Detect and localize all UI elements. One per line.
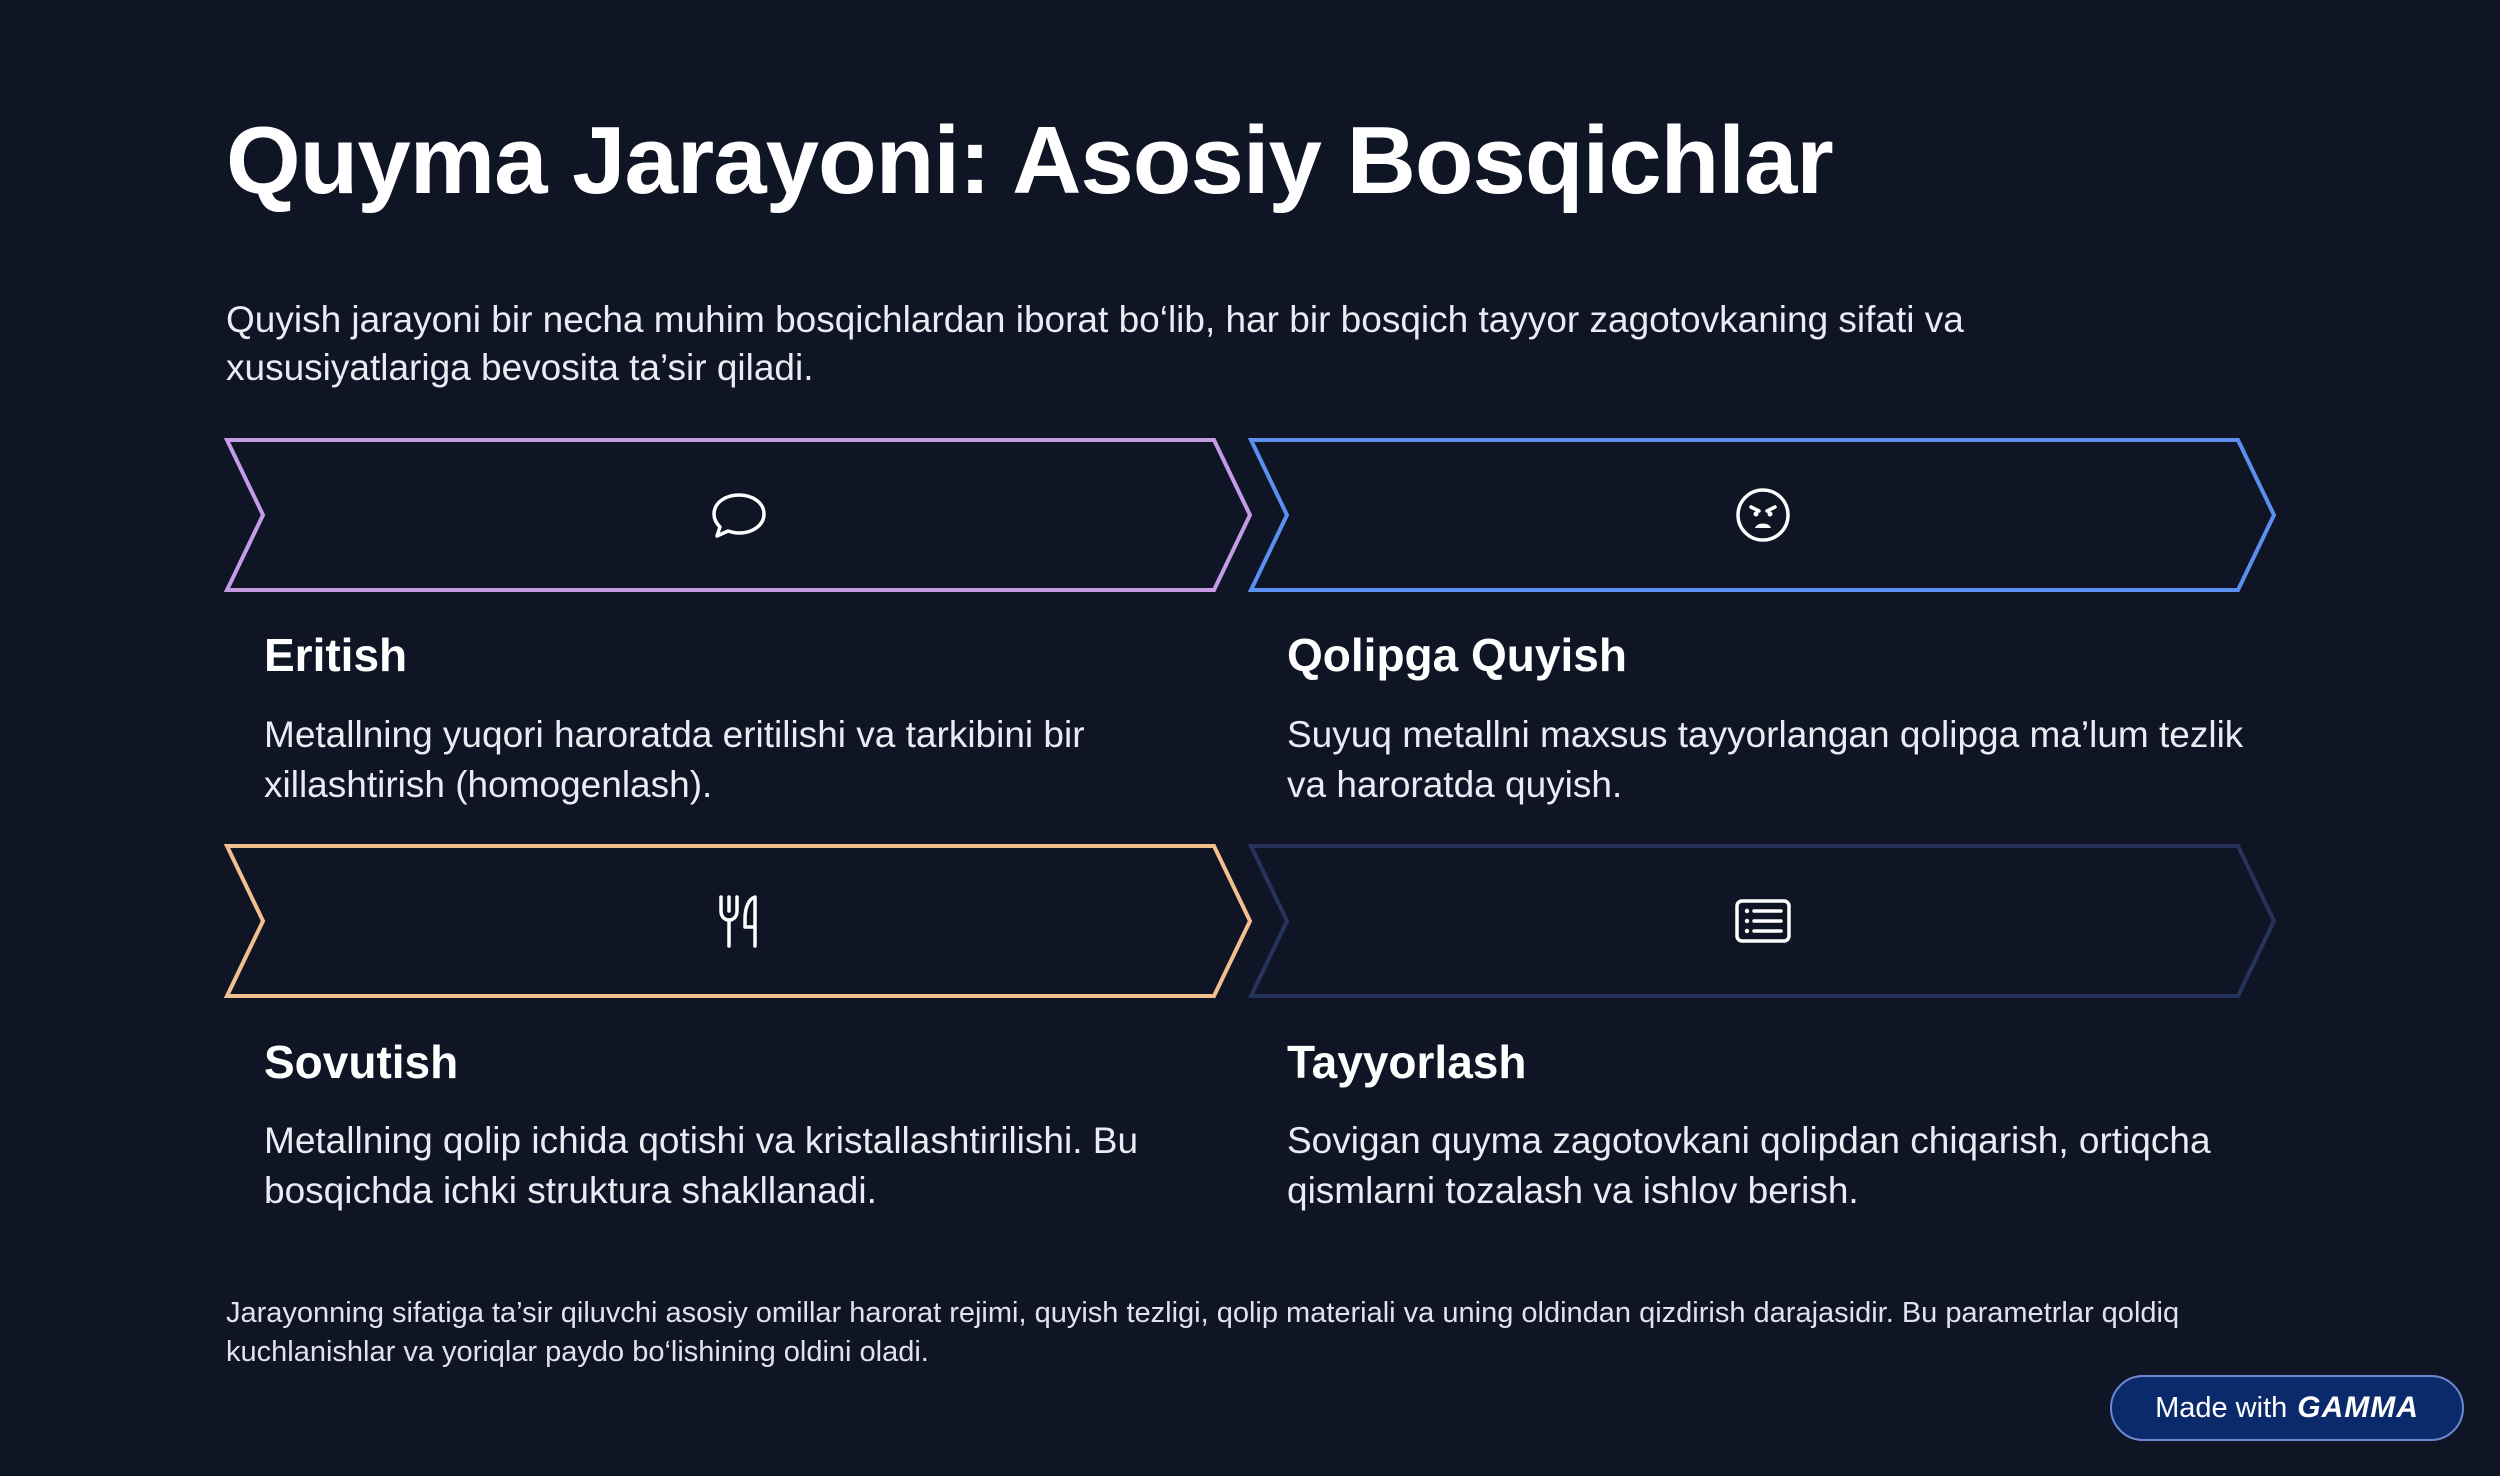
step-description: Metallning yuqori haroratda eritilishi va tarkibini bir xillashtirish (homogenlash). <box>264 714 1085 805</box>
step-description: Suyuq metallni maxsus tayyorlangan qolipga ma’lum tezlik va haroratda quyish. <box>1287 714 2244 805</box>
step-banner-tayyorlash <box>1248 843 2278 999</box>
badge-label: Made with <box>2155 1391 2288 1424</box>
list-icon <box>1731 889 1795 953</box>
step-banner-qolipga-quyish <box>1248 437 2278 593</box>
step-banner-eritish <box>224 437 1254 593</box>
page-title: Quyma Jarayoni: Asosiy Bosqichlar <box>226 107 1833 214</box>
gamma-logo: GAMMA <box>2297 1391 2419 1424</box>
speech-bubble-icon <box>707 483 771 547</box>
step-title: Eritish <box>264 629 408 681</box>
step-title: Qolipga Quyish <box>1287 629 1627 681</box>
intro-text: Quyish jarayoni bir necha muhim bosqichlardan iborat bo‘lib, har bir bosqich tayyor zagotovkaning sifati va xususiyatlariga bevosita ta’sir qiladi. <box>226 299 1964 389</box>
made-with-gamma-badge[interactable] <box>2110 1375 2464 1441</box>
step-title: Tayyorlash <box>1287 1036 1527 1088</box>
step-description: Metallning qolip ichida qotishi va kristallashtirilishi. Bu bosqichda ichki struktura shakllanadi. <box>264 1120 1139 1211</box>
step-description: Sovigan quyma zagotovkani qolipdan chiqarish, ortiqcha qismlarni tozalash va ishlov berish. <box>1287 1120 2211 1211</box>
angry-face-icon <box>1731 483 1795 547</box>
footnote-text: Jarayonning sifatiga ta’sir qiluvchi asosiy omillar harorat rejimi, quyish tezligi, qolip materiali va uning oldindan qizdirish darajasidir. Bu parametrlar qoldiq kuchlanishlar va yoriqlar paydo bo‘lishining oldini oladi. <box>226 1297 2180 1369</box>
fork-knife-icon <box>707 889 771 953</box>
step-title: Sovutish <box>264 1036 459 1088</box>
step-banner-sovutish <box>224 843 1254 999</box>
